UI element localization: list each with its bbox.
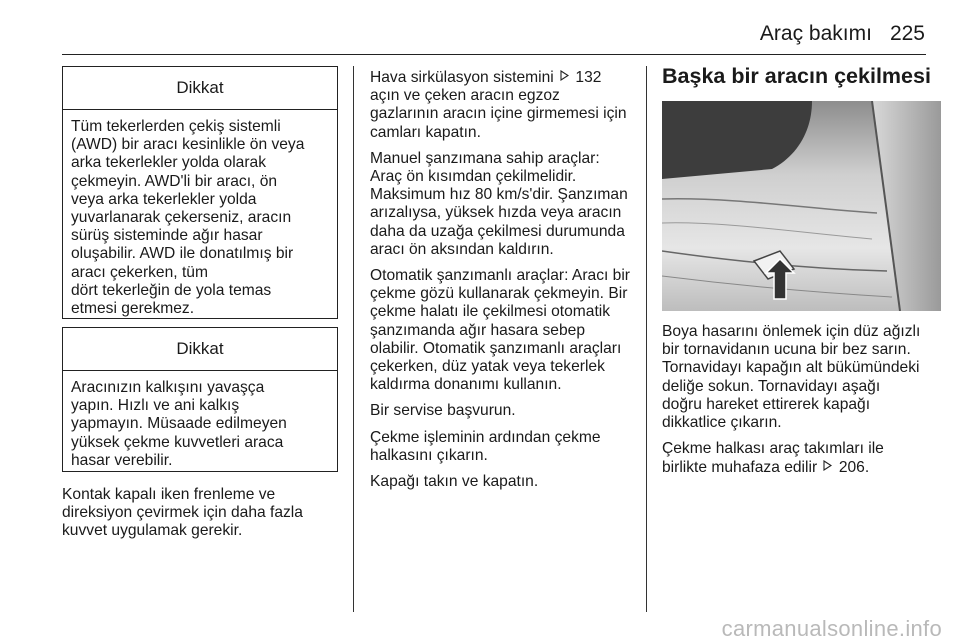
text-line: doğru hareket ettirerek kapağı [662, 395, 871, 413]
text-line: Tüm tekerlerden çekiş sistemli [71, 118, 281, 135]
text-line: dikkatlice çıkarın. [662, 414, 782, 432]
text-line: Çekme halkası araç takımları ile [662, 440, 884, 458]
text-line: yuvarlanarak çekerseniz, aracın [71, 209, 292, 227]
middle-column [370, 68, 642, 499]
text-line: yapmayın. Müsaade edilmeyen [71, 415, 287, 433]
text-line: daha da uzağa çekilmesi durumunda [370, 222, 625, 240]
text-line: Tornavidayı kapağın alt bükümündeki [662, 359, 920, 377]
watermark: carmanualsonline.info [721, 616, 942, 641]
text-line: hasar verebilir. [71, 451, 173, 469]
text-line: açın ve çeken aracın egzoz [370, 87, 560, 105]
warning-box-towing [62, 327, 338, 472]
text-line: birlikte muhafaza edilir [662, 459, 818, 477]
text-line: bir tornavidanın ucuna bir bez sarın. [662, 341, 911, 359]
text-line: arızalıysa, yüksek hızda veya aracın [370, 204, 622, 222]
right-column-body [662, 323, 947, 486]
cross-reference-triangle-icon [560, 68, 569, 86]
warning-box-awd [62, 66, 338, 319]
text-line: oluşabilir. AWD ile donatılmış bir [71, 245, 294, 263]
text-line: Aracınızın kalkışını yavaşça [71, 379, 265, 396]
warning-box-title: Dikkat [63, 328, 337, 371]
warning-box-body [63, 110, 337, 328]
bumper-illustration [662, 101, 941, 311]
text-line: halkasını çıkarın. [370, 446, 488, 464]
text-line: çekme halatı ile çekilmesi otomatik [370, 303, 611, 321]
left-column [62, 66, 338, 541]
text-line: Boya hasarını önlemek için düz ağızlı [662, 323, 921, 340]
paragraph-manual-transmission [370, 150, 642, 259]
text-line: yüksek çekme kuvvetleri araca [71, 433, 284, 451]
text-line: yapın. Hızlı ve ani kalkış [71, 397, 240, 415]
text-line: sürüş sisteminde ağır hasar [71, 227, 263, 245]
text-line: veya arka tekerlekler yolda [71, 190, 257, 208]
text-line: kuvvet uygulamak gerekir. [62, 522, 243, 540]
paragraph-remove-cover [662, 323, 947, 432]
text-line: Hava sirkülasyon sistemini [370, 69, 554, 86]
text-line: kaldırma donanımı kullanın. [370, 376, 562, 394]
text-line: çekme gözü kullanarak çekmeyin. Bir [370, 285, 628, 303]
text-line: Maksimum hız 80 km/s'dir. Şanzıman [370, 186, 628, 204]
text-line: Manuel şanzımana sahip araçlar: [370, 149, 600, 167]
page-reference[interactable]: 206. [838, 459, 870, 477]
text-line: çekerken, düz yatak veya tekerlek [370, 358, 605, 376]
text-line: camları kapatın. [370, 123, 481, 141]
page-number: 225 [889, 22, 925, 45]
cross-reference-triangle-icon [823, 458, 832, 476]
section-title: Araç bakımı [759, 22, 872, 45]
text-line: olabilir. Otomatik şanzımanlı araçları [370, 339, 622, 357]
paragraph-service: Bir servise başvurun. [370, 402, 516, 420]
text-line: Otomatik şanzımanlı araçlar: Aracı bir [370, 267, 630, 285]
text-line: Çekme işleminin ardından çekme [370, 428, 601, 446]
warning-box-title: Dikkat [63, 67, 337, 110]
paragraph-braking [62, 486, 338, 541]
text-line: aracı çekerken, tüm [71, 263, 208, 281]
warning-box-body [63, 371, 337, 480]
text-line: direksiyon çevirmek için daha fazla [62, 504, 303, 522]
text-line: Kontak kapalı iken frenleme ve [62, 486, 276, 503]
text-line: arka tekerlekler yolda olarak [71, 154, 267, 172]
page-header [760, 22, 925, 46]
text-line: gazlarının aracın içine girmemesi için [370, 105, 627, 123]
column-divider-2 [646, 66, 647, 612]
header-rule [62, 54, 926, 55]
text-line: (AWD) bir aracı kesinlikle ön veya [71, 136, 305, 154]
column-divider-1 [353, 66, 354, 612]
paragraph-remove-ring [370, 429, 642, 465]
text-line: deliğe sokun. Tornavidayı aşağı [662, 377, 881, 395]
right-column [662, 64, 947, 89]
paragraph-close-cover: Kapağı takın ve kapatın. [370, 473, 539, 491]
page-reference[interactable]: 132 [575, 69, 602, 86]
text-line: çekmeyin. AWD'li bir aracı, ön [71, 172, 278, 190]
text-line: etmesi gerekmez. [71, 300, 195, 318]
text-line: dört tekerleğin de yola temas [71, 281, 272, 299]
paragraph-ventilation [370, 68, 642, 142]
text-line: Araç ön kısımdan çekilmelidir. [370, 168, 577, 186]
paragraph-towing-ring-storage [662, 440, 947, 477]
text-line: şanzımanda ağır hasara sebep [370, 321, 585, 339]
section-heading: Başka bir aracın çekilmesi [662, 64, 931, 88]
text-line: aracı ön aksından kaldırın. [370, 240, 554, 258]
paragraph-automatic-transmission [370, 267, 642, 394]
